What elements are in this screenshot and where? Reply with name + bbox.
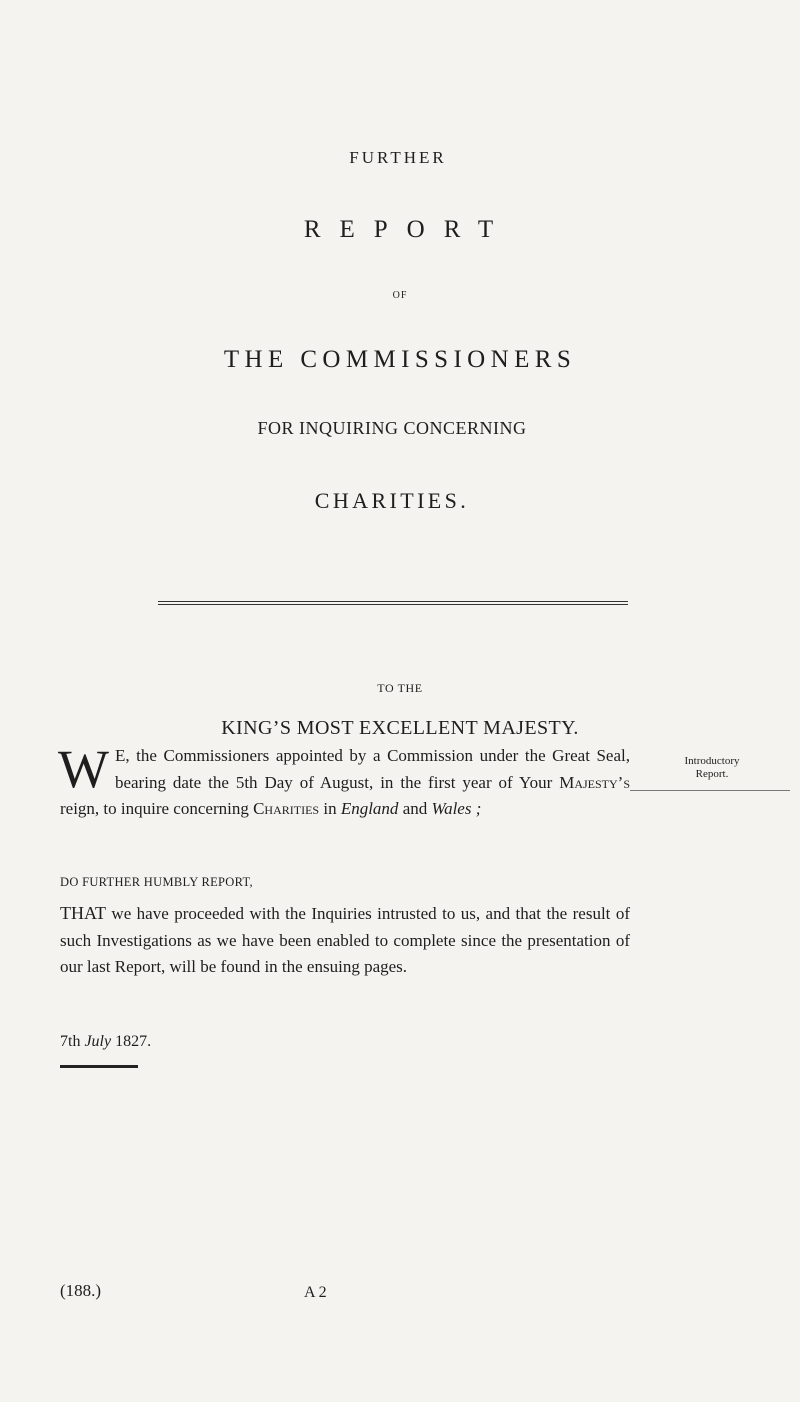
opening-paragraph xyxy=(58,739,630,823)
para1-text-c: in xyxy=(319,799,341,818)
margin-note xyxy=(632,755,792,781)
para1-england: England xyxy=(340,799,399,818)
date-month: July xyxy=(84,1033,112,1050)
para1-charities: Charities xyxy=(253,799,320,818)
date-line xyxy=(60,1033,151,1051)
page-number: (188.) xyxy=(60,1281,102,1300)
margin-note-rule xyxy=(630,790,790,791)
title-report: REPORT xyxy=(303,216,513,243)
title-inquiring: FOR INQUIRING CONCERNING xyxy=(257,418,527,438)
title-of: OF xyxy=(392,290,408,301)
para1-text-d: and xyxy=(398,799,432,818)
title-further: FURTHER xyxy=(349,148,447,167)
signature-mark: A 2 xyxy=(304,1284,327,1301)
date-underline-rule xyxy=(60,1065,138,1068)
para1-majesty: Majesty’s xyxy=(559,772,630,792)
para2-lead-word: THAT xyxy=(60,903,106,923)
drop-cap: W xyxy=(58,739,109,799)
margin-note-line2: Report. xyxy=(695,768,729,780)
title-charities: CHARITIES. xyxy=(314,488,470,513)
humbly-report-line: DO FURTHER HUMBLY REPORT, xyxy=(60,875,253,889)
title-divider-rule xyxy=(158,601,628,605)
address-to-the: TO THE xyxy=(377,681,423,695)
date-year: 1827. xyxy=(115,1033,152,1050)
para1-text-a: E, the Commissioners appointed by a Commission under the Great Seal, bearing date the 5th Day of August, in the first year of Your xyxy=(114,746,630,792)
second-paragraph xyxy=(60,900,630,981)
para1-text-b: reign, to inquire concerning xyxy=(60,799,254,818)
para2-text: we have proceeded with the Inquiries intrusted to us, and that the result of such Investigations as we have been enabled to complete since the presentation of our last Report, will be found in the ensuing pages. xyxy=(60,904,630,976)
title-commissioners: THE COMMISSIONERS xyxy=(223,346,577,373)
date-day: 7th xyxy=(60,1033,81,1050)
margin-note-line1: Introductory xyxy=(684,755,740,767)
address-majesty: KING’S MOST EXCELLENT MAJESTY. xyxy=(221,717,579,739)
para1-wales: Wales ; xyxy=(431,799,482,818)
